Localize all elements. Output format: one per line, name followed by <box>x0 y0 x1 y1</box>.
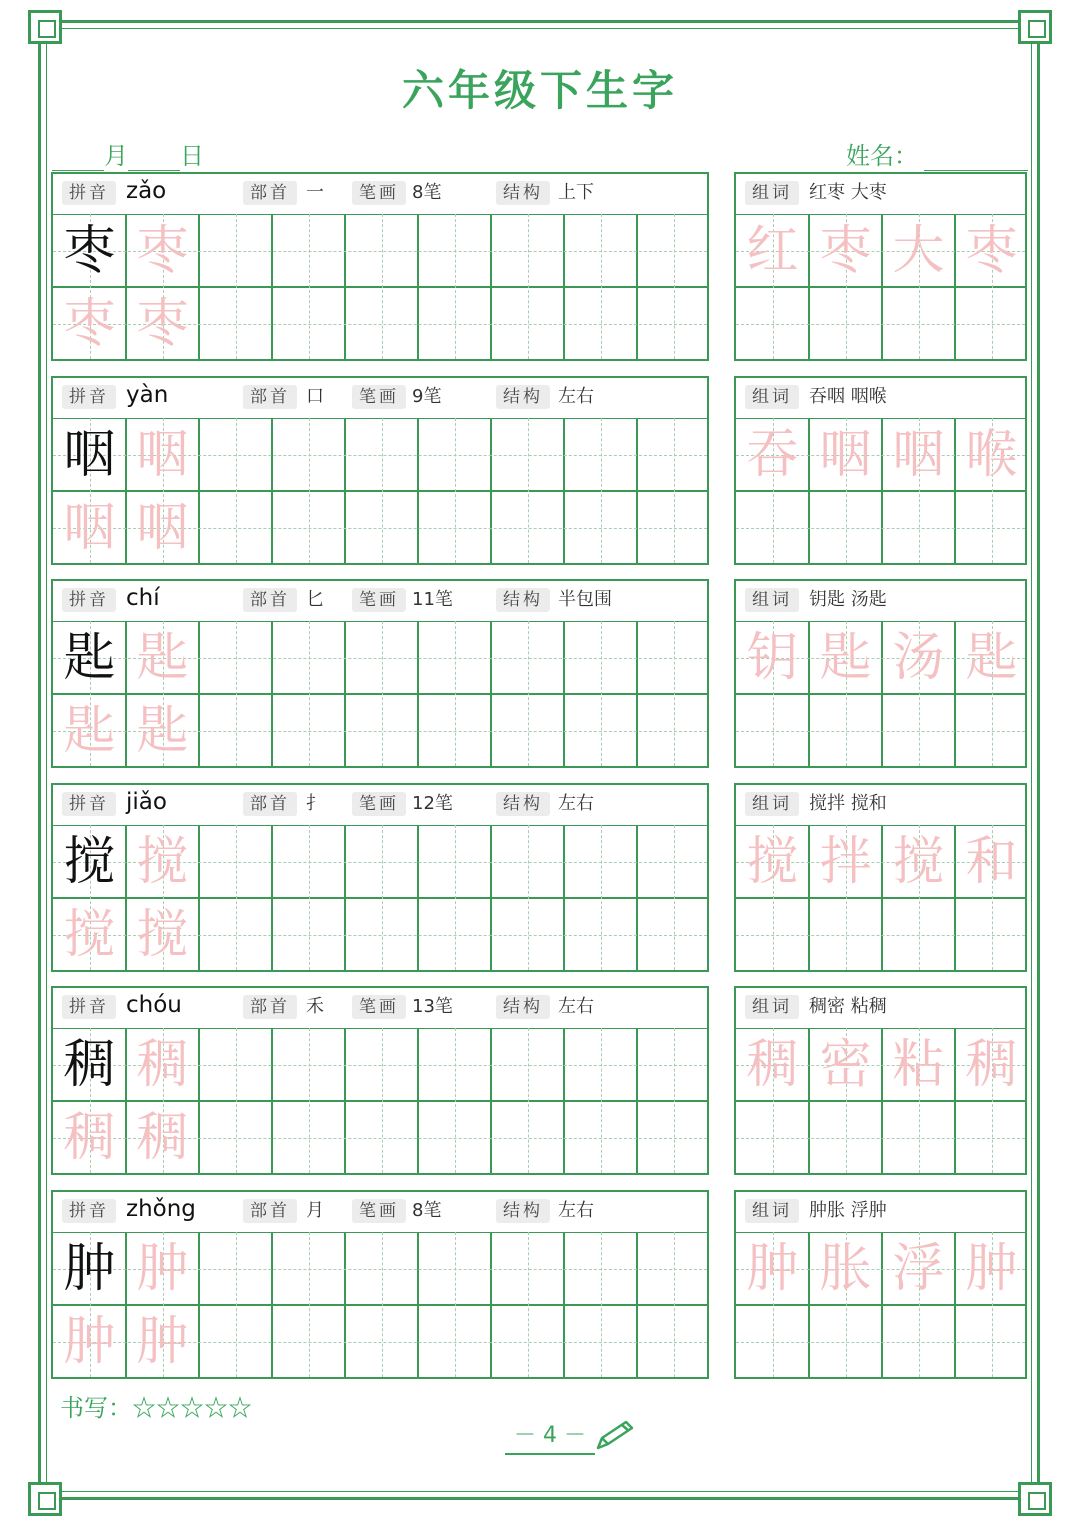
writing-cell[interactable] <box>491 287 564 360</box>
model-character: 搅 <box>63 831 116 892</box>
writing-cell[interactable] <box>418 1028 491 1101</box>
radical-tag: 部首 <box>243 588 297 612</box>
writing-cell[interactable] <box>637 898 710 971</box>
strokes-value: 13笔 <box>412 996 453 1017</box>
writing-cell[interactable] <box>955 898 1028 971</box>
words-value: 稠密 粘稠 <box>809 996 887 1017</box>
word-card <box>734 172 1027 361</box>
writing-grid <box>53 418 707 563</box>
structure-value: 左右 <box>558 793 594 814</box>
writing-cell[interactable] <box>564 287 637 360</box>
writing-cell[interactable] <box>564 694 637 767</box>
words-value: 搅拌 搅和 <box>809 793 887 814</box>
writing-cell[interactable] <box>564 1101 637 1174</box>
writing-cell[interactable] <box>345 694 418 767</box>
writing-cell[interactable] <box>882 1305 955 1378</box>
words-tag: 组词 <box>745 792 799 816</box>
name-blank[interactable] <box>924 146 1028 171</box>
writing-cell[interactable] <box>491 825 564 898</box>
radical-tag: 部首 <box>243 1199 297 1223</box>
writing-cell[interactable] <box>272 214 345 287</box>
date-field <box>52 136 204 171</box>
writing-cell[interactable] <box>637 1232 710 1305</box>
trace-character: 枣 <box>136 293 189 354</box>
character-card <box>51 579 709 768</box>
writing-cell[interactable] <box>736 898 809 971</box>
writing-cell[interactable] <box>955 694 1028 767</box>
words-value: 吞咽 咽喉 <box>809 386 887 407</box>
character-card <box>51 783 709 972</box>
word-card-header <box>736 174 1025 215</box>
writing-cell[interactable] <box>272 825 345 898</box>
strokes-tag: 笔画 <box>352 588 406 612</box>
writing-cell[interactable] <box>736 491 809 564</box>
character-card-header <box>53 581 707 622</box>
trace-character: 匙 <box>136 700 189 761</box>
writing-cell[interactable] <box>418 694 491 767</box>
writing-cell[interactable] <box>955 287 1028 360</box>
pinyin-tag: 拼音 <box>62 995 116 1019</box>
writing-cell[interactable] <box>809 1101 882 1174</box>
trace-word-character: 搅 <box>746 831 799 892</box>
pinyin-value: jiǎo <box>126 789 167 815</box>
page-title: 六年级下生字 <box>401 66 678 115</box>
rating-stars[interactable]: ☆☆☆☆☆ <box>132 1394 252 1422</box>
writing-cell[interactable] <box>199 1101 272 1174</box>
writing-cell[interactable] <box>491 1101 564 1174</box>
writing-grid <box>736 214 1025 359</box>
words-value: 红枣 大枣 <box>809 182 887 203</box>
trace-character: 匙 <box>136 627 189 688</box>
writing-cell[interactable] <box>637 1101 710 1174</box>
structure-value: 左右 <box>558 386 594 407</box>
trace-character: 肿 <box>136 1238 189 1299</box>
trace-word-character: 肿 <box>965 1238 1018 1299</box>
name-label: 姓名： <box>846 142 918 170</box>
pencil-icon <box>592 1418 636 1454</box>
trace-character: 肿 <box>63 1311 116 1372</box>
character-card <box>51 376 709 565</box>
pinyin-tag: 拼音 <box>62 1199 116 1223</box>
trace-character: 搅 <box>63 904 116 965</box>
writing-cell[interactable] <box>564 898 637 971</box>
writing-cell[interactable] <box>564 1028 637 1101</box>
writing-cell[interactable] <box>199 491 272 564</box>
writing-cell[interactable] <box>736 694 809 767</box>
page-number: － 4 － <box>505 1418 595 1455</box>
writing-grid <box>736 1028 1025 1173</box>
character-card-header <box>53 988 707 1029</box>
writing-cell[interactable] <box>491 1232 564 1305</box>
writing-cell[interactable] <box>272 621 345 694</box>
trace-character: 枣 <box>63 293 116 354</box>
trace-character: 咽 <box>136 497 189 558</box>
writing-grid <box>736 621 1025 766</box>
writing-cell[interactable] <box>418 1232 491 1305</box>
writing-cell[interactable] <box>637 287 710 360</box>
character-card <box>51 172 709 361</box>
writing-cell[interactable] <box>199 418 272 491</box>
writing-cell[interactable] <box>345 214 418 287</box>
character-card <box>51 986 709 1175</box>
writing-cell[interactable] <box>418 621 491 694</box>
pinyin-value: chí <box>126 585 160 611</box>
trace-character: 稠 <box>63 1107 116 1168</box>
writing-cell[interactable] <box>418 1305 491 1378</box>
writing-cell[interactable] <box>345 287 418 360</box>
writing-grid <box>736 418 1025 563</box>
writing-cell[interactable] <box>199 214 272 287</box>
writing-cell[interactable] <box>637 491 710 564</box>
trace-word-character: 枣 <box>819 220 872 281</box>
writing-cell[interactable] <box>564 1305 637 1378</box>
writing-cell[interactable] <box>637 1305 710 1378</box>
words-tag: 组词 <box>745 995 799 1019</box>
trace-word-character: 吞 <box>746 424 799 485</box>
writing-cell[interactable] <box>272 1028 345 1101</box>
radical-value: 一 <box>306 182 324 203</box>
trace-character: 稠 <box>136 1107 189 1168</box>
trace-word-character: 粘 <box>892 1034 945 1095</box>
month-label: 月 <box>104 142 128 170</box>
writing-cell[interactable] <box>882 287 955 360</box>
pinyin-tag: 拼音 <box>62 385 116 409</box>
trace-character: 匙 <box>63 700 116 761</box>
writing-cell[interactable] <box>345 1101 418 1174</box>
word-card <box>734 986 1027 1175</box>
trace-word-character: 匙 <box>965 627 1018 688</box>
trace-word-character: 钥 <box>746 627 799 688</box>
trace-word-character: 浮 <box>892 1238 945 1299</box>
words-tag: 组词 <box>745 1199 799 1223</box>
writing-cell[interactable] <box>564 491 637 564</box>
writing-cell[interactable] <box>418 214 491 287</box>
trace-word-character: 肿 <box>746 1238 799 1299</box>
name-field <box>846 136 1028 171</box>
radical-tag: 部首 <box>243 181 297 205</box>
model-character: 肿 <box>63 1238 116 1299</box>
writing-cell[interactable] <box>637 825 710 898</box>
strokes-value: 8笔 <box>412 182 442 203</box>
writing-rating <box>60 1388 252 1423</box>
writing-cell[interactable] <box>418 287 491 360</box>
character-card-header <box>53 1192 707 1233</box>
writing-cell[interactable] <box>637 418 710 491</box>
writing-cell[interactable] <box>491 491 564 564</box>
writing-cell[interactable] <box>418 1101 491 1174</box>
writing-cell[interactable] <box>418 491 491 564</box>
writing-grid <box>53 621 707 766</box>
word-card-header <box>736 988 1025 1029</box>
structure-tag: 结构 <box>496 792 550 816</box>
trace-word-character: 胀 <box>819 1238 872 1299</box>
strokes-value: 11笔 <box>412 589 453 610</box>
writing-cell[interactable] <box>637 214 710 287</box>
structure-tag: 结构 <box>496 1199 550 1223</box>
radical-value: 禾 <box>306 996 324 1017</box>
words-value: 肿胀 浮肿 <box>809 1200 887 1221</box>
word-card-header <box>736 1192 1025 1233</box>
writing-cell[interactable] <box>955 1305 1028 1378</box>
writing-rating-label: 书写： <box>60 1394 132 1422</box>
writing-grid <box>736 1232 1025 1377</box>
pinyin-tag: 拼音 <box>62 588 116 612</box>
writing-cell[interactable] <box>199 1028 272 1101</box>
pinyin-tag: 拼音 <box>62 181 116 205</box>
writing-cell[interactable] <box>418 825 491 898</box>
writing-grid <box>53 1028 707 1173</box>
writing-grid <box>736 825 1025 970</box>
structure-tag: 结构 <box>496 995 550 1019</box>
writing-cell[interactable] <box>272 1101 345 1174</box>
writing-cell[interactable] <box>491 1028 564 1101</box>
word-card <box>734 783 1027 972</box>
model-character: 枣 <box>63 220 116 281</box>
corner-ornament-tl <box>28 10 62 44</box>
trace-word-character: 咽 <box>892 424 945 485</box>
trace-word-character: 大 <box>892 220 945 281</box>
trace-word-character: 枣 <box>965 220 1018 281</box>
trace-word-character: 搅 <box>892 831 945 892</box>
writing-cell[interactable] <box>272 287 345 360</box>
writing-cell[interactable] <box>345 898 418 971</box>
writing-cell[interactable] <box>272 898 345 971</box>
strokes-tag: 笔画 <box>352 792 406 816</box>
writing-cell[interactable] <box>272 418 345 491</box>
strokes-value: 8笔 <box>412 1200 442 1221</box>
pinyin-tag: 拼音 <box>62 792 116 816</box>
trace-word-character: 稠 <box>746 1034 799 1095</box>
structure-value: 左右 <box>558 996 594 1017</box>
character-card-header <box>53 174 707 215</box>
character-card-header <box>53 378 707 419</box>
radical-value: 月 <box>306 1200 324 1221</box>
writing-cell[interactable] <box>199 287 272 360</box>
trace-word-character: 稠 <box>965 1034 1018 1095</box>
trace-word-character: 喉 <box>965 424 1018 485</box>
writing-cell[interactable] <box>809 694 882 767</box>
writing-cell[interactable] <box>199 825 272 898</box>
writing-cell[interactable] <box>809 287 882 360</box>
trace-word-character: 汤 <box>892 627 945 688</box>
words-tag: 组词 <box>745 385 799 409</box>
writing-cell[interactable] <box>491 621 564 694</box>
writing-cell[interactable] <box>491 214 564 287</box>
writing-cell[interactable] <box>345 1305 418 1378</box>
words-tag: 组词 <box>745 588 799 612</box>
writing-cell[interactable] <box>564 418 637 491</box>
writing-cell[interactable] <box>199 898 272 971</box>
writing-cell[interactable] <box>345 491 418 564</box>
word-card <box>734 1190 1027 1379</box>
writing-cell[interactable] <box>637 694 710 767</box>
word-card <box>734 579 1027 768</box>
writing-cell[interactable] <box>491 1305 564 1378</box>
radical-value: 扌 <box>306 793 324 814</box>
writing-cell[interactable] <box>199 694 272 767</box>
writing-cell[interactable] <box>736 1101 809 1174</box>
writing-cell[interactable] <box>809 898 882 971</box>
writing-cell[interactable] <box>882 694 955 767</box>
writing-cell[interactable] <box>736 287 809 360</box>
day-blank[interactable] <box>128 146 180 171</box>
pinyin-value: chóu <box>126 992 182 1018</box>
writing-cell[interactable] <box>564 621 637 694</box>
corner-ornament-br <box>1018 1482 1052 1516</box>
pinyin-value: zhǒng <box>126 1196 196 1222</box>
word-card <box>734 376 1027 565</box>
structure-value: 左右 <box>558 1200 594 1221</box>
model-character: 咽 <box>63 424 116 485</box>
structure-value: 半包围 <box>558 589 612 610</box>
trace-character: 搅 <box>136 904 189 965</box>
strokes-value: 12笔 <box>412 793 453 814</box>
writing-cell[interactable] <box>637 621 710 694</box>
writing-grid <box>53 214 707 359</box>
word-card-header <box>736 581 1025 622</box>
writing-cell[interactable] <box>882 1101 955 1174</box>
strokes-tag: 笔画 <box>352 1199 406 1223</box>
trace-word-character: 密 <box>819 1034 872 1095</box>
writing-cell[interactable] <box>272 1305 345 1378</box>
radical-value: 口 <box>306 386 324 407</box>
writing-cell[interactable] <box>199 1305 272 1378</box>
trace-character: 枣 <box>136 220 189 281</box>
writing-cell[interactable] <box>637 1028 710 1101</box>
writing-cell[interactable] <box>955 1101 1028 1174</box>
writing-cell[interactable] <box>345 1028 418 1101</box>
character-card <box>51 1190 709 1379</box>
structure-tag: 结构 <box>496 181 550 205</box>
month-blank[interactable] <box>52 146 104 171</box>
writing-cell[interactable] <box>736 1305 809 1378</box>
writing-grid <box>53 1232 707 1377</box>
writing-cell[interactable] <box>272 1232 345 1305</box>
radical-tag: 部首 <box>243 385 297 409</box>
pinyin-value: yàn <box>126 382 169 408</box>
writing-cell[interactable] <box>199 1232 272 1305</box>
radical-tag: 部首 <box>243 792 297 816</box>
radical-tag: 部首 <box>243 995 297 1019</box>
writing-cell[interactable] <box>272 694 345 767</box>
strokes-tag: 笔画 <box>352 181 406 205</box>
strokes-value: 9笔 <box>412 386 442 407</box>
model-character: 稠 <box>63 1034 116 1095</box>
words-value: 钥匙 汤匙 <box>809 589 887 610</box>
pinyin-value: zǎo <box>126 178 167 204</box>
writing-cell[interactable] <box>345 825 418 898</box>
writing-grid <box>53 825 707 970</box>
corner-ornament-tr <box>1018 10 1052 44</box>
structure-tag: 结构 <box>496 385 550 409</box>
word-card-header <box>736 785 1025 826</box>
trace-character: 搅 <box>136 831 189 892</box>
writing-cell[interactable] <box>345 1232 418 1305</box>
character-card-header <box>53 785 707 826</box>
writing-cell[interactable] <box>199 621 272 694</box>
trace-word-character: 红 <box>746 220 799 281</box>
word-card-header <box>736 378 1025 419</box>
strokes-tag: 笔画 <box>352 385 406 409</box>
trace-word-character: 咽 <box>819 424 872 485</box>
writing-cell[interactable] <box>809 1305 882 1378</box>
writing-cell[interactable] <box>345 418 418 491</box>
model-character: 匙 <box>63 627 116 688</box>
writing-cell[interactable] <box>564 1232 637 1305</box>
trace-character: 肿 <box>136 1311 189 1372</box>
trace-character: 咽 <box>136 424 189 485</box>
writing-cell[interactable] <box>418 418 491 491</box>
writing-cell[interactable] <box>564 825 637 898</box>
radical-value: 匕 <box>306 589 324 610</box>
corner-ornament-bl <box>28 1482 62 1516</box>
writing-cell[interactable] <box>809 491 882 564</box>
writing-cell[interactable] <box>491 694 564 767</box>
words-tag: 组词 <box>745 181 799 205</box>
writing-cell[interactable] <box>882 898 955 971</box>
writing-cell[interactable] <box>345 621 418 694</box>
writing-cell[interactable] <box>882 491 955 564</box>
structure-tag: 结构 <box>496 588 550 612</box>
trace-word-character: 和 <box>965 831 1018 892</box>
trace-character: 咽 <box>63 497 116 558</box>
trace-character: 稠 <box>136 1034 189 1095</box>
trace-word-character: 拌 <box>819 831 872 892</box>
structure-value: 上下 <box>558 182 594 203</box>
strokes-tag: 笔画 <box>352 995 406 1019</box>
trace-word-character: 匙 <box>819 627 872 688</box>
writing-cell[interactable] <box>955 491 1028 564</box>
writing-cell[interactable] <box>418 898 491 971</box>
day-label: 日 <box>180 142 204 170</box>
writing-cell[interactable] <box>564 214 637 287</box>
writing-cell[interactable] <box>272 491 345 564</box>
writing-cell[interactable] <box>491 418 564 491</box>
writing-cell[interactable] <box>491 898 564 971</box>
